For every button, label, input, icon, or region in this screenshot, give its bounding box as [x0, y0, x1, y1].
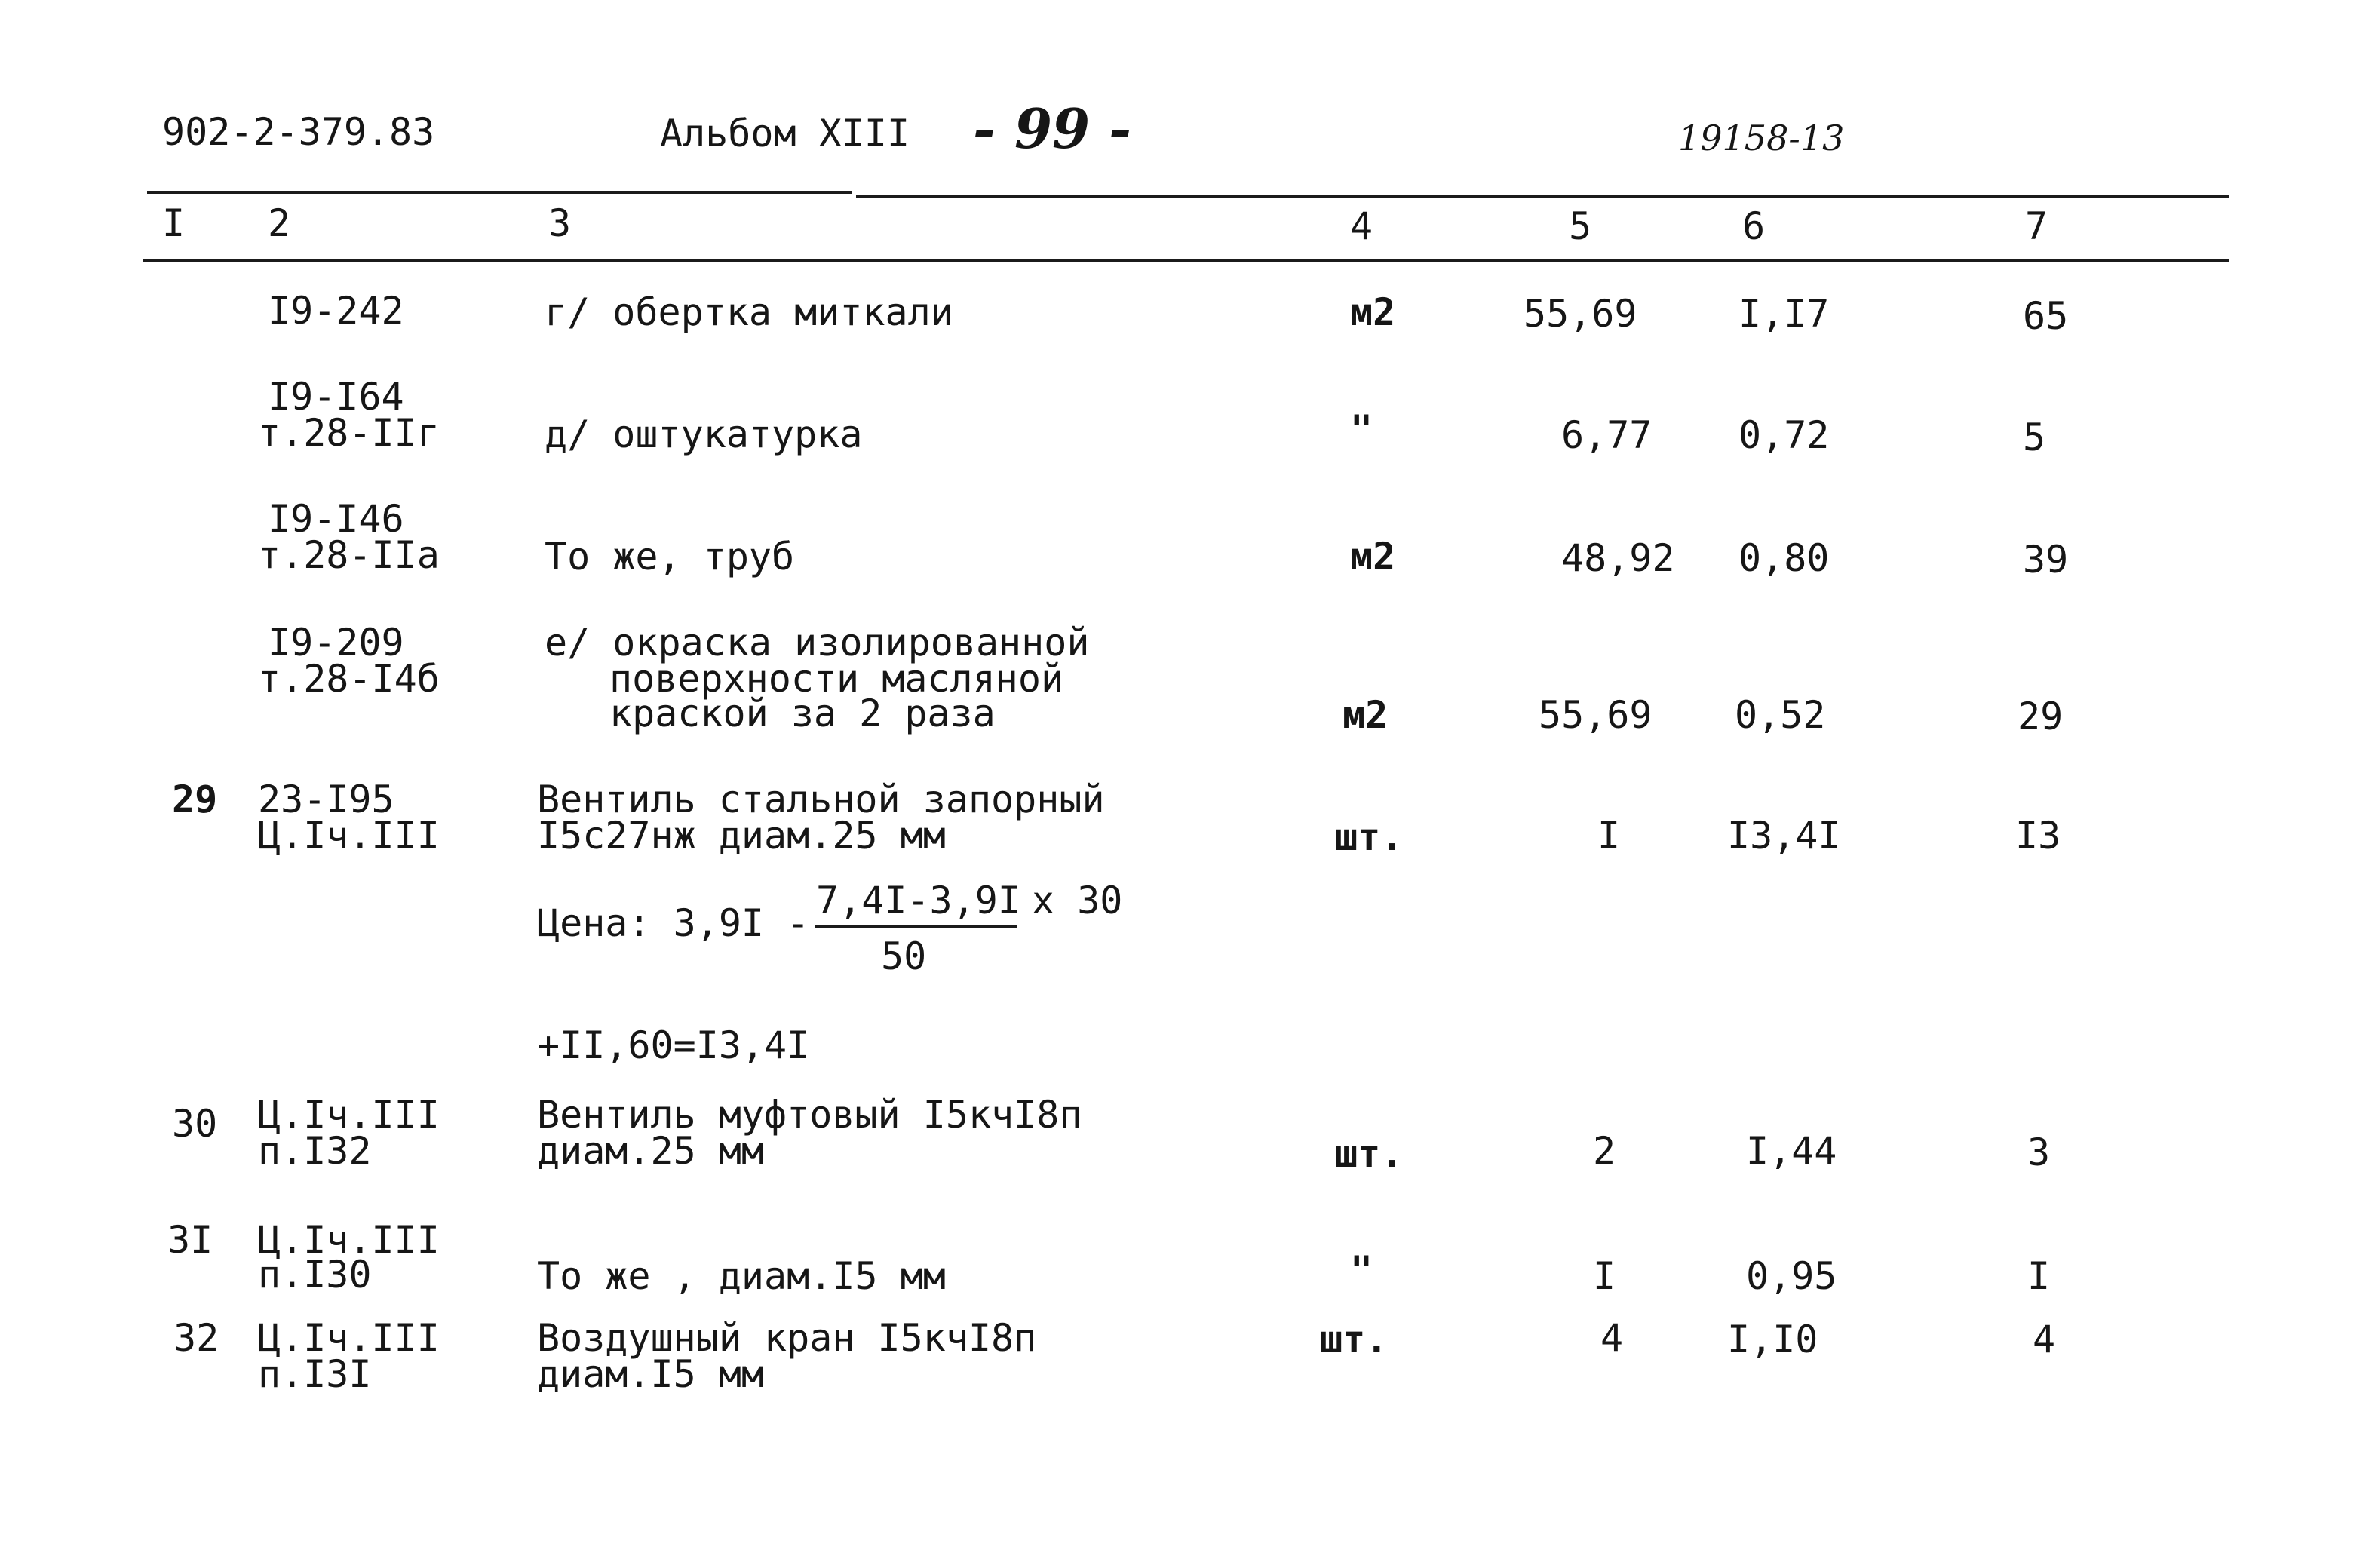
album-title: Альбом XIII — [660, 112, 910, 155]
header-rule-left — [147, 191, 852, 194]
unit: шт. — [1335, 1132, 1404, 1176]
unit-price: I3,4I — [1727, 814, 1841, 858]
document-code: 902-2-379.83 — [162, 110, 435, 154]
column-header: 3 — [548, 201, 572, 245]
unit-price: 0,52 — [1735, 693, 1826, 737]
ref-code: I9-I64 — [268, 375, 404, 419]
quantity: 55,69 — [1524, 292, 1637, 336]
price-formula-multiplier: x 30 — [1032, 879, 1123, 922]
total: I3 — [2015, 814, 2061, 858]
unit: м2 — [1350, 290, 1396, 334]
unit-price: 0,80 — [1738, 536, 1830, 580]
description: диам.I5 мм — [537, 1352, 765, 1396]
description: поверхности масляной — [609, 657, 1064, 701]
ref-code: т.28-IIг — [258, 411, 440, 455]
price-formula-numerator: 7,4I-3,9I — [816, 879, 1020, 922]
row-number: 32 — [173, 1316, 219, 1360]
quantity: 48,92 — [1561, 536, 1675, 580]
ref-code: п.I32 — [258, 1129, 372, 1173]
ref-code: I9-242 — [268, 289, 404, 333]
description: краской за 2 раза — [609, 692, 996, 735]
price-formula-denominator: 50 — [881, 934, 927, 978]
price-formula-label: Цена: 3,9I - — [537, 901, 810, 945]
unit-price: 0,95 — [1746, 1254, 1837, 1298]
column-header: 5 — [1569, 204, 1592, 248]
total: I — [2027, 1254, 2051, 1298]
column-header: 4 — [1350, 204, 1373, 248]
quantity: 2 — [1593, 1129, 1616, 1173]
ref-code: Ц.Iч.III — [258, 1218, 440, 1262]
ref-code: I9-209 — [268, 621, 404, 664]
column-header: I — [162, 201, 186, 245]
description: е/ окраска изолированной — [545, 621, 1090, 664]
row-number: 30 — [172, 1102, 218, 1146]
row-number: 3I — [167, 1218, 213, 1262]
ref-code: Ц.Iч.III — [258, 1316, 440, 1360]
ref-code: т.28-I4б — [258, 657, 440, 701]
quantity: 6,77 — [1561, 413, 1652, 457]
total: 39 — [2023, 538, 2069, 581]
quantity: I — [1597, 814, 1621, 858]
ref-code: п.I3I — [258, 1352, 372, 1396]
ref-code: т.28-IIa — [258, 533, 440, 577]
description: г/ обертка миткали — [545, 290, 953, 334]
description: Вентиль стальной запорный — [537, 778, 1105, 821]
description: То же, труб — [545, 535, 795, 578]
column-header-rule — [143, 259, 2229, 262]
ref-code: п.I30 — [258, 1253, 372, 1296]
ref-code: Ц.Iч.III — [258, 1093, 440, 1137]
total: 65 — [2023, 294, 2069, 338]
total: 29 — [2018, 695, 2064, 738]
unit-price: I,I0 — [1727, 1318, 1818, 1361]
total: 5 — [2023, 416, 2046, 459]
column-header: 2 — [268, 201, 291, 245]
header-rule-right — [856, 195, 2229, 198]
sheet-code: 19158-13 — [1678, 118, 1845, 158]
description: То же , диам.I5 мм — [537, 1254, 946, 1298]
unit: шт. — [1335, 815, 1404, 859]
unit: " — [1350, 407, 1373, 451]
unit: " — [1350, 1248, 1373, 1292]
quantity: 55,69 — [1539, 693, 1652, 737]
quantity: 4 — [1600, 1316, 1624, 1360]
description: Вентиль муфтовый I5кчI8п — [537, 1093, 1082, 1137]
row-number: 29 — [172, 778, 218, 821]
unit: м2 — [1343, 693, 1389, 737]
fraction-bar — [815, 925, 1017, 928]
unit-price: 0,72 — [1738, 413, 1830, 457]
quantity: I — [1593, 1254, 1616, 1298]
unit: шт. — [1320, 1318, 1389, 1361]
unit: м2 — [1350, 535, 1396, 578]
column-header: 6 — [1742, 204, 1766, 248]
price-formula-result: +II,60=I3,4I — [537, 1023, 810, 1067]
unit-price: I,I7 — [1738, 292, 1830, 336]
ref-code: Ц.Iч.III — [258, 814, 440, 858]
description: диам.25 мм — [537, 1129, 765, 1173]
page-number: - 99 - — [973, 97, 1132, 161]
total: 4 — [2033, 1318, 2056, 1361]
description: I5с27нж диам.25 мм — [537, 814, 946, 858]
total: 3 — [2027, 1131, 2051, 1174]
description: д/ оштукатурка — [545, 413, 863, 456]
description: Воздушный кран I5кчI8п — [537, 1316, 1037, 1360]
unit-price: I,44 — [1746, 1129, 1837, 1173]
ref-code: I9-I46 — [268, 497, 404, 541]
ref-code: 23-I95 — [258, 778, 394, 821]
column-header: 7 — [2025, 204, 2048, 248]
